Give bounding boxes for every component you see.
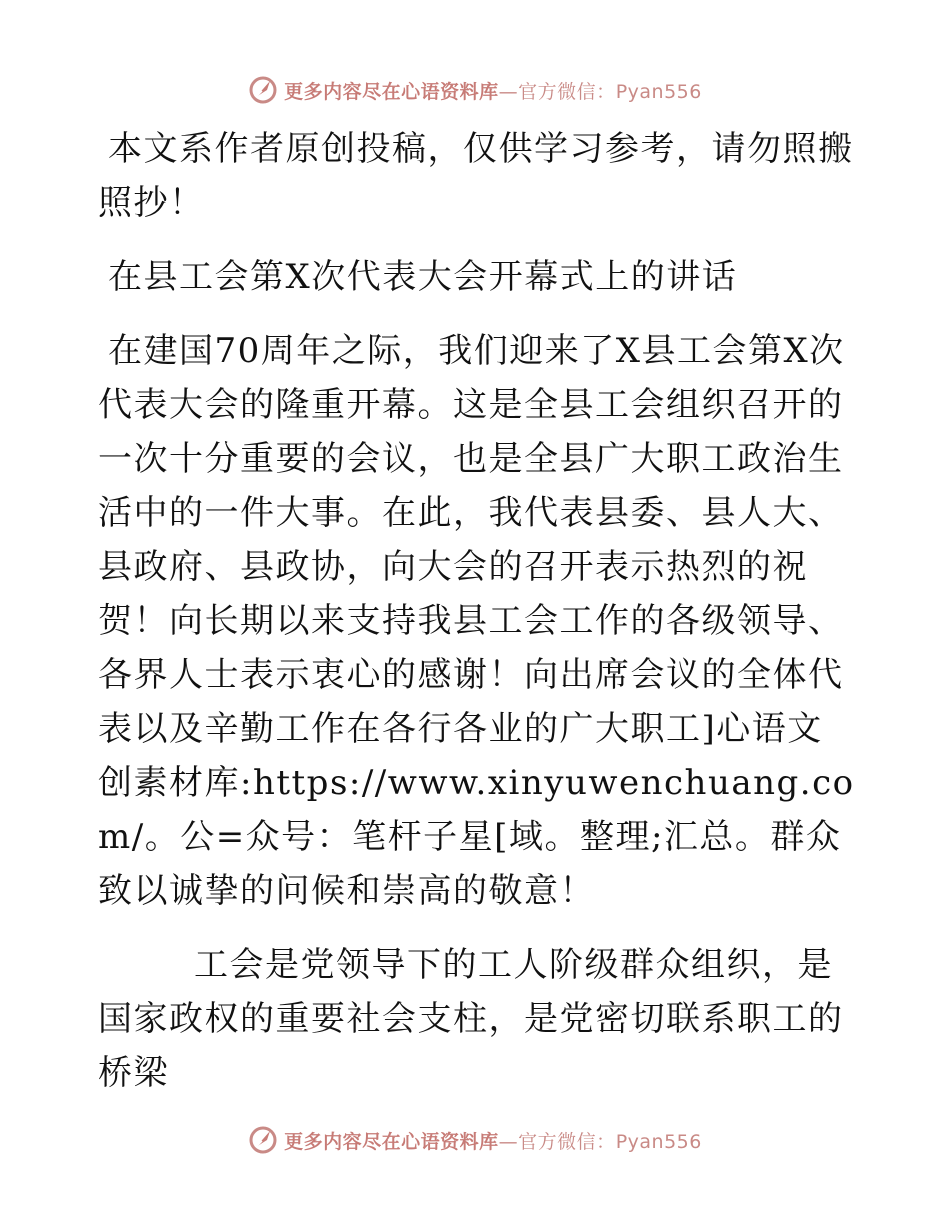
footer-watermark	[0, 1120, 950, 1160]
watermark-wechat-id: Pyan556	[615, 1130, 702, 1153]
watermark-text	[284, 77, 702, 104]
watermark-dash: —	[498, 1130, 519, 1153]
watermark-wechat-label: 官方微信：	[518, 1130, 616, 1153]
feather-quill-icon	[248, 1125, 278, 1155]
paragraph-2: 工会是党领导下的工人阶级群众组织，是国家政权的重要社会支柱，是党密切联系职工的桥梁	[98, 945, 844, 1093]
document-body	[98, 122, 858, 1100]
document-title: 在县工会第X次代表大会开幕式上的讲话	[108, 257, 738, 297]
feather-quill-icon	[248, 75, 278, 105]
watermark-wechat-label: 官方微信：	[518, 80, 616, 103]
watermark-site: 更多内容尽在心语资料库	[284, 80, 499, 103]
paragraph-1: 在建国70周年之际，我们迎来了X县工会第X次代表大会的隆重开幕。这是全县工会组织召开的一次十分重要的会议，也是全县广大职工政治生活中的一件大事。在此，我代表县委、县人大、县政府、县政协，向大会的召开表示热烈的祝贺！向长期以来支持我县工会工作的各级领导、各界人士表示衷心的感谢！向出席会议的全体代表以及辛勤工作在各行各业的广大职工]心语文创素材库:https://www.xinyuwenchuang.com/。公=众号：笔杆子星[域。整理;汇总。群众致以诚挚的问候和崇高的敬意！	[98, 331, 855, 911]
copyright-notice: 本文系作者原创投稿，仅供学习参考，请勿照搬照抄！	[98, 129, 854, 223]
watermark-site: 更多内容尽在心语资料库	[284, 1130, 499, 1153]
watermark-text	[284, 1127, 702, 1154]
watermark-dash: —	[498, 80, 519, 103]
watermark-wechat-id: Pyan556	[615, 80, 702, 103]
header-watermark	[0, 70, 950, 110]
